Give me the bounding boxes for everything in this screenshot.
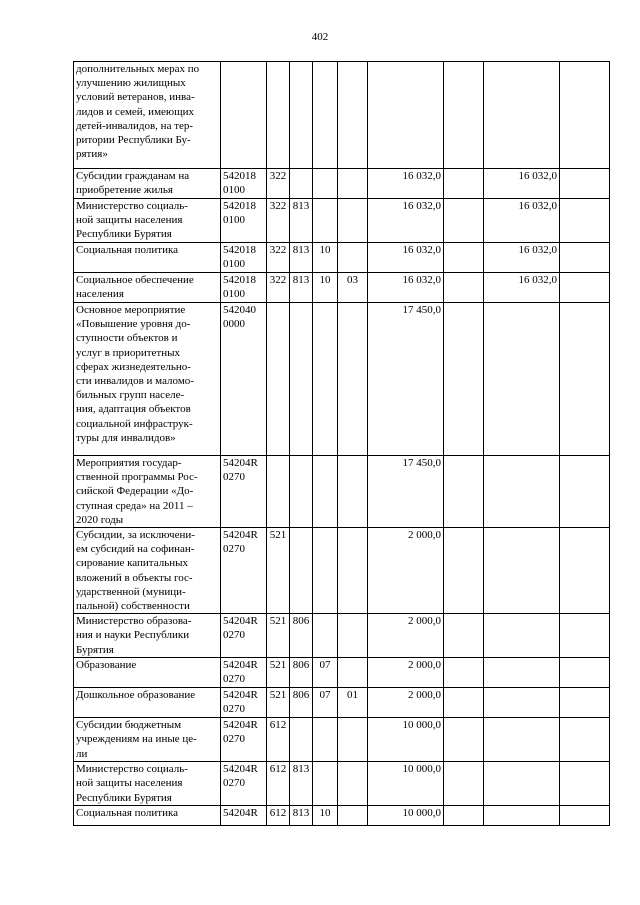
target-code: 542040 0000 <box>221 303 267 456</box>
section-code <box>313 199 338 243</box>
amount-col2 <box>444 303 484 456</box>
table-row <box>74 762 610 806</box>
section-code: 10 <box>313 273 338 303</box>
amount-col3: 16 032,0 <box>484 169 560 199</box>
subsection-code <box>338 528 368 614</box>
expense-type <box>267 303 290 456</box>
amount-col4 <box>560 169 610 199</box>
ministry-code <box>290 303 313 456</box>
amount-col4 <box>560 658 610 688</box>
expense-type: 612 <box>267 718 290 762</box>
expense-type: 521 <box>267 658 290 688</box>
amount-col2 <box>444 528 484 614</box>
amount-col4 <box>560 62 610 169</box>
amount-total <box>368 62 444 169</box>
amount-total: 2 000,0 <box>368 614 444 658</box>
section-code <box>313 614 338 658</box>
subsection-code <box>338 456 368 528</box>
table-row <box>74 528 610 614</box>
subsection-code <box>338 62 368 169</box>
amount-col2 <box>444 243 484 273</box>
amount-total: 17 450,0 <box>368 303 444 456</box>
amount-col2 <box>444 718 484 762</box>
ministry-code <box>290 528 313 614</box>
section-code <box>313 762 338 806</box>
amount-col4 <box>560 718 610 762</box>
amount-total: 10 000,0 <box>368 806 444 826</box>
row-name: Министерство социаль- ной защиты населения Республики Бурятия <box>74 199 221 243</box>
amount-col4 <box>560 688 610 718</box>
amount-total: 10 000,0 <box>368 762 444 806</box>
subsection-code: 01 <box>338 688 368 718</box>
subsection-code <box>338 199 368 243</box>
ministry-code: 806 <box>290 614 313 658</box>
section-code <box>313 169 338 199</box>
section-code: 07 <box>313 688 338 718</box>
target-code: 542018 0100 <box>221 243 267 273</box>
subsection-code <box>338 243 368 273</box>
amount-total: 16 032,0 <box>368 243 444 273</box>
amount-col3 <box>484 806 560 826</box>
page-number: 402 <box>311 31 329 43</box>
row-name: Министерство социаль- ной защиты населения Республики Бурятия <box>74 762 221 806</box>
ministry-code: 806 <box>290 688 313 718</box>
target-code: 54204R 0270 <box>221 762 267 806</box>
subsection-code <box>338 303 368 456</box>
table-row <box>74 718 610 762</box>
amount-col4 <box>560 456 610 528</box>
amount-col2 <box>444 688 484 718</box>
amount-col4 <box>560 806 610 826</box>
amount-col2 <box>444 273 484 303</box>
expense-type: 521 <box>267 614 290 658</box>
amount-total: 2 000,0 <box>368 528 444 614</box>
table-row <box>74 456 610 528</box>
amount-col3 <box>484 762 560 806</box>
section-code <box>313 528 338 614</box>
ministry-code <box>290 62 313 169</box>
section-code <box>313 62 338 169</box>
section-code <box>313 456 338 528</box>
row-name: Субсидии, за исключени- ем субсидий на софинан- сирование капитальных вложений в объекты гос- ударственной (муници- пальной) собственности <box>74 528 221 614</box>
amount-col3 <box>484 62 560 169</box>
expense-type <box>267 456 290 528</box>
row-name: Министерство образова- ния и науки Республики Бурятия <box>74 614 221 658</box>
row-name: Субсидии бюджетным учреждениям на иные це- ли <box>74 718 221 762</box>
amount-col3: 16 032,0 <box>484 243 560 273</box>
amount-col2 <box>444 199 484 243</box>
table-row <box>74 658 610 688</box>
table-row <box>74 169 610 199</box>
table-row <box>74 273 610 303</box>
amount-col2 <box>444 658 484 688</box>
subsection-code <box>338 806 368 826</box>
ministry-code: 806 <box>290 658 313 688</box>
amount-col4 <box>560 303 610 456</box>
table-row <box>74 62 610 169</box>
subsection-code <box>338 762 368 806</box>
amount-col3 <box>484 456 560 528</box>
expense-type: 322 <box>267 243 290 273</box>
table-row <box>74 243 610 273</box>
target-code: 54204R <box>221 806 267 826</box>
ministry-code: 813 <box>290 273 313 303</box>
subsection-code <box>338 718 368 762</box>
ministry-code: 813 <box>290 243 313 273</box>
row-name: Социальная политика <box>74 243 221 273</box>
subsection-code <box>338 658 368 688</box>
row-name: Социальное обеспечение населения <box>74 273 221 303</box>
target-code: 54204R 0270 <box>221 718 267 762</box>
row-name: Мероприятия государ- ственной программы Рос- сийской Федерации «До- ступная среда» на 2011 – 2020 годы <box>74 456 221 528</box>
amount-col3 <box>484 303 560 456</box>
target-code: 54204R 0270 <box>221 528 267 614</box>
row-name: Основное мероприятие «Повышение уровня до- ступности объектов и услуг в приоритетных сферах жизнедеятельно- сти инвалидов и маломо- бильных групп населе- ния, адаптация объектов социальной инфраструк- туры для инвалидов» <box>74 303 221 456</box>
amount-col4 <box>560 273 610 303</box>
row-name: Дошкольное образование <box>74 688 221 718</box>
table-row <box>74 614 610 658</box>
expense-type: 322 <box>267 199 290 243</box>
expense-type: 322 <box>267 273 290 303</box>
row-name: Субсидии гражданам на приобретение жилья <box>74 169 221 199</box>
amount-col3 <box>484 688 560 718</box>
section-code <box>313 718 338 762</box>
amount-total: 17 450,0 <box>368 456 444 528</box>
target-code: 542018 0100 <box>221 169 267 199</box>
table-row <box>74 199 610 243</box>
amount-col3: 16 032,0 <box>484 199 560 243</box>
ministry-code <box>290 169 313 199</box>
table-row <box>74 806 610 826</box>
amount-col2 <box>444 614 484 658</box>
section-code: 10 <box>313 243 338 273</box>
amount-col4 <box>560 243 610 273</box>
subsection-code <box>338 614 368 658</box>
amount-col4 <box>560 199 610 243</box>
subsection-code <box>338 169 368 199</box>
amount-total: 10 000,0 <box>368 718 444 762</box>
expense-type <box>267 62 290 169</box>
target-code: 54204R 0270 <box>221 688 267 718</box>
expense-type: 612 <box>267 762 290 806</box>
amount-col3 <box>484 528 560 614</box>
table-row <box>74 303 610 456</box>
target-code: 542018 0100 <box>221 199 267 243</box>
expense-type: 322 <box>267 169 290 199</box>
amount-col4 <box>560 528 610 614</box>
ministry-code: 813 <box>290 806 313 826</box>
amount-total: 16 032,0 <box>368 169 444 199</box>
section-code: 10 <box>313 806 338 826</box>
target-code: 54204R 0270 <box>221 658 267 688</box>
ministry-code: 813 <box>290 762 313 806</box>
section-code <box>313 303 338 456</box>
expense-type: 521 <box>267 528 290 614</box>
amount-col2 <box>444 762 484 806</box>
amount-total: 16 032,0 <box>368 199 444 243</box>
amount-total: 2 000,0 <box>368 688 444 718</box>
amount-col3 <box>484 614 560 658</box>
target-code: 54204R 0270 <box>221 456 267 528</box>
target-code: 54204R 0270 <box>221 614 267 658</box>
ministry-code <box>290 718 313 762</box>
amount-col3 <box>484 718 560 762</box>
amount-total: 2 000,0 <box>368 658 444 688</box>
amount-col2 <box>444 806 484 826</box>
amount-col4 <box>560 614 610 658</box>
amount-col2 <box>444 169 484 199</box>
expense-type: 521 <box>267 688 290 718</box>
amount-col2 <box>444 62 484 169</box>
row-name: Социальная политика <box>74 806 221 826</box>
amount-col4 <box>560 762 610 806</box>
row-name: Образование <box>74 658 221 688</box>
target-code: 542018 0100 <box>221 273 267 303</box>
expense-type: 612 <box>267 806 290 826</box>
row-name: дополнительных мерах по улучшению жилищных условий ветеранов, инва- лидов и семей, имеющих детей-инвалидов, на тер- ритории Республики Бу- рятия» <box>74 62 221 169</box>
amount-col3 <box>484 658 560 688</box>
section-code: 07 <box>313 658 338 688</box>
amount-col2 <box>444 456 484 528</box>
subsection-code: 03 <box>338 273 368 303</box>
amount-col3: 16 032,0 <box>484 273 560 303</box>
table-row <box>74 688 610 718</box>
amount-total: 16 032,0 <box>368 273 444 303</box>
ministry-code: 813 <box>290 199 313 243</box>
budget-table <box>73 61 610 826</box>
target-code <box>221 62 267 169</box>
ministry-code <box>290 456 313 528</box>
